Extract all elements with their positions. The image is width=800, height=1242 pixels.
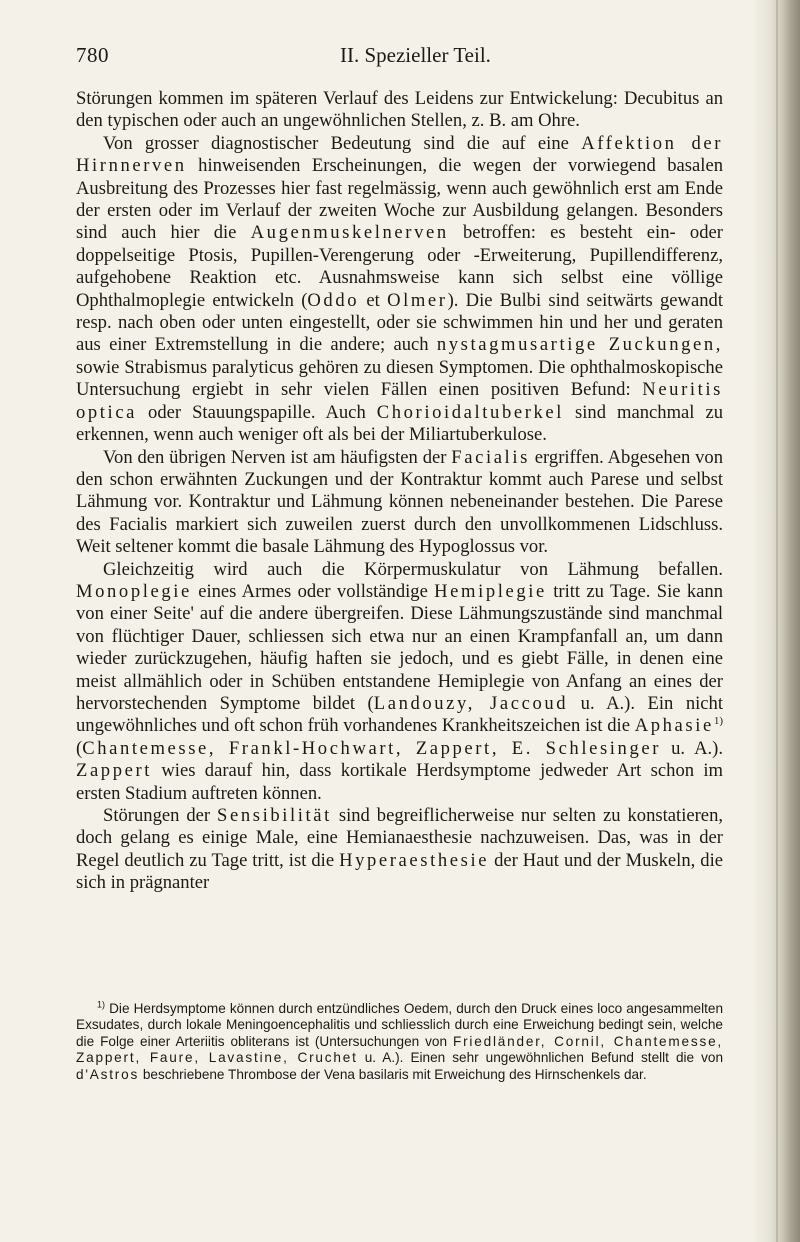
p2-spaced-chorioidaltuberkel: Chorioidaltuberkel	[376, 401, 565, 423]
paragraph-5	[76, 805, 723, 895]
fn-t1: Die Herdsymptome können durch entzündliches Oedem, durch den Druck eines loco angesammelten Exsudates, durch lokale Meningoencephalitis und schliesslich durch eine Erweichung bedingt sein, welche die Folge einer Arteriitis obliterans ist (Untersuchungen von	[76, 1001, 724, 1049]
fn-spaced-dastros: d'Astros	[76, 1066, 140, 1082]
p4-t5: (	[76, 737, 83, 759]
running-head: II. Spezieller Teil.	[340, 43, 491, 67]
p2-t7: oder Stauungspapille. Auch	[148, 401, 366, 423]
p2-t2: hinweisenden Erscheinungen, die wegen der vorwiegend basalen Ausbreitung des Prozesses hier fast regelmässig, wenn auch gewöhnlich erst am Ende der ersten oder im Verlauf der zweiten Woche zur Ausbildung gelangen. Besonders sind auch hier die	[76, 155, 723, 244]
p4-spaced-zappert: Zappert	[76, 760, 153, 782]
page-number: 780	[76, 43, 109, 67]
p4-spaced-landouzy: Landouzy, Jaccoud	[373, 692, 569, 714]
p2-spaced-augenmuskelnerven: Augenmuskelnerven	[250, 222, 449, 244]
p4-t4: u. A.). Ein nicht ungewöhnliches und oft schon früh vorhandenes Krankheitszeichen ist die	[76, 692, 724, 737]
paragraph-2	[76, 133, 723, 447]
p2-t6: sowie Strabismus paralyticus gehören zu diesen Symptomen. Die ophthalmoskopische Untersuchung ergiebt in sehr vielen Fällen einen positiven Befund:	[76, 356, 723, 401]
body-text	[76, 88, 723, 895]
p5-t3: der Haut und der Muskeln, die sich in prägnanter	[76, 849, 723, 894]
p2-spaced-nystagmus: nystagmusartige Zuckungen,	[436, 334, 723, 356]
p3-spaced-facialis: Facialis	[451, 446, 530, 468]
paragraph-4	[76, 559, 723, 805]
p2-spaced-neuritis: Neuritis optica	[76, 379, 723, 423]
paragraph-1	[76, 88, 723, 133]
p4-spaced-aphasie: Aphasie	[634, 715, 714, 737]
p4-t7: wies darauf hin, dass kortikale Herdsymptome jedweder Art schon im ersten Stadium auftreten können.	[76, 760, 723, 804]
p5-t1: Störungen der	[103, 805, 211, 826]
p4-t6: u. A.).	[671, 737, 723, 759]
p5-t2: sind begreiflicherweise nur selten zu konstatieren, doch gelang es einige Male, eine Hemianaesthesie nachzuweisen. Das, was in der Regel deutlich zu Tage tritt, ist die	[76, 805, 724, 871]
fn-t3: beschriebene Thrombose der Vena basilaris mit Erweichung des Hirnschenkels dar.	[142, 1066, 647, 1082]
p3-t1: Von den übrigen Nerven ist am häufigsten der	[103, 446, 447, 468]
p5-spaced-sensibilitaet: Sensibilität	[217, 805, 332, 826]
footnote-ref: 1)	[713, 715, 724, 728]
p2-t3: betroffen: es besteht ein- oder doppelseitige Ptosis, Pupillen-Verengerung oder -Erweiterung, Pupillendifferenz, aufgehobene Reaktion etc. Ausnahmsweise kann sich selbst eine völlige Ophthalmoplegie entwickeln (	[76, 222, 723, 311]
p2-spaced-oddo: Oddo	[307, 289, 360, 311]
fn-t2: u. A.). Einen sehr ungewöhnlichen Befund stellt die von	[364, 1050, 724, 1066]
page-edge-shadow	[754, 0, 800, 1242]
p4-spaced-hemiplegie: Hemiplegie	[434, 580, 547, 602]
p2-spaced-olmer: Olmer	[387, 289, 448, 311]
footnotes	[76, 1001, 723, 1083]
p2-t8: sind manchmal zu erkennen, wenn auch weniger oft als bei der Miliartuberkulose.	[76, 401, 723, 446]
p4-t2: eines Armes oder vollständige	[198, 580, 428, 602]
p4-spaced-monoplegie: Monoplegie	[76, 580, 192, 602]
p2-t4: et	[366, 289, 380, 311]
p2-t5: ). Die Bulbi sind seitwärts gewandt resp. nach oben oder unten eingestellt, oder sie schwimmen hin und her und geraten aus einer Extremstellung in die andere; auch	[76, 289, 723, 356]
page-header	[76, 43, 722, 69]
fn-spaced-authors: Friedländer, Cornil, Chantemesse, Zappert, Faure, Lavastine, Cruchet	[76, 1033, 723, 1066]
p3-t2: ergriffen. Abgesehen von den schon erwähnten Zuckungen und der Kontraktur kommt auch Parese und selbst Lähmung vor. Kontraktur und Lähmung können nebeneinander bestehen. Die Parese des Facialis markiert sich zuweilen zuerst durch den unvollkommenen Lidschluss. Weit seltener kommt die basale Lähmung des Hypoglossus vor.	[76, 446, 723, 558]
p2-t1: Von grosser diagnostischer Bedeutung sind die auf eine	[103, 132, 569, 154]
p4-spaced-authors: Chantemesse, Frankl-Hochwart, Zappert, E. Schlesinger	[82, 737, 661, 759]
footnote-1	[76, 1001, 723, 1083]
p4-t3: tritt zu Tage. Sie kann von einer Seite' auf die andere übergreifen. Diese Lähmungszustände sind manchmal von flüchtiger Dauer, schliessen sich etwa nur an einen Krampfanfall an, um dann wieder zurückzugehen, häufig haften sie jedoch, und es giebt Fälle, in denen eine meist allmählich oder in Schüben entstandene Hemiplegie von Anfang an eines der hervorstechenden Symptome bildet (	[76, 580, 723, 714]
p4-t1: Gleichzeitig wird auch die Körpermuskulatur von Lähmung befallen.	[103, 558, 723, 580]
p5-spaced-hyperaesthesie: Hyperaesthesie	[339, 849, 490, 871]
p2-spaced-affektion: Affektion der Hirnnerven	[76, 132, 723, 177]
footnote-marker: 1)	[97, 999, 106, 1010]
p1-text: Störungen kommen im späteren Verlauf des Leidens zur Entwickelung: Decubitus an den typischen oder auch an ungewöhnlichen Stellen, z. B. am Ohre.	[76, 88, 723, 132]
paragraph-3	[76, 447, 723, 559]
